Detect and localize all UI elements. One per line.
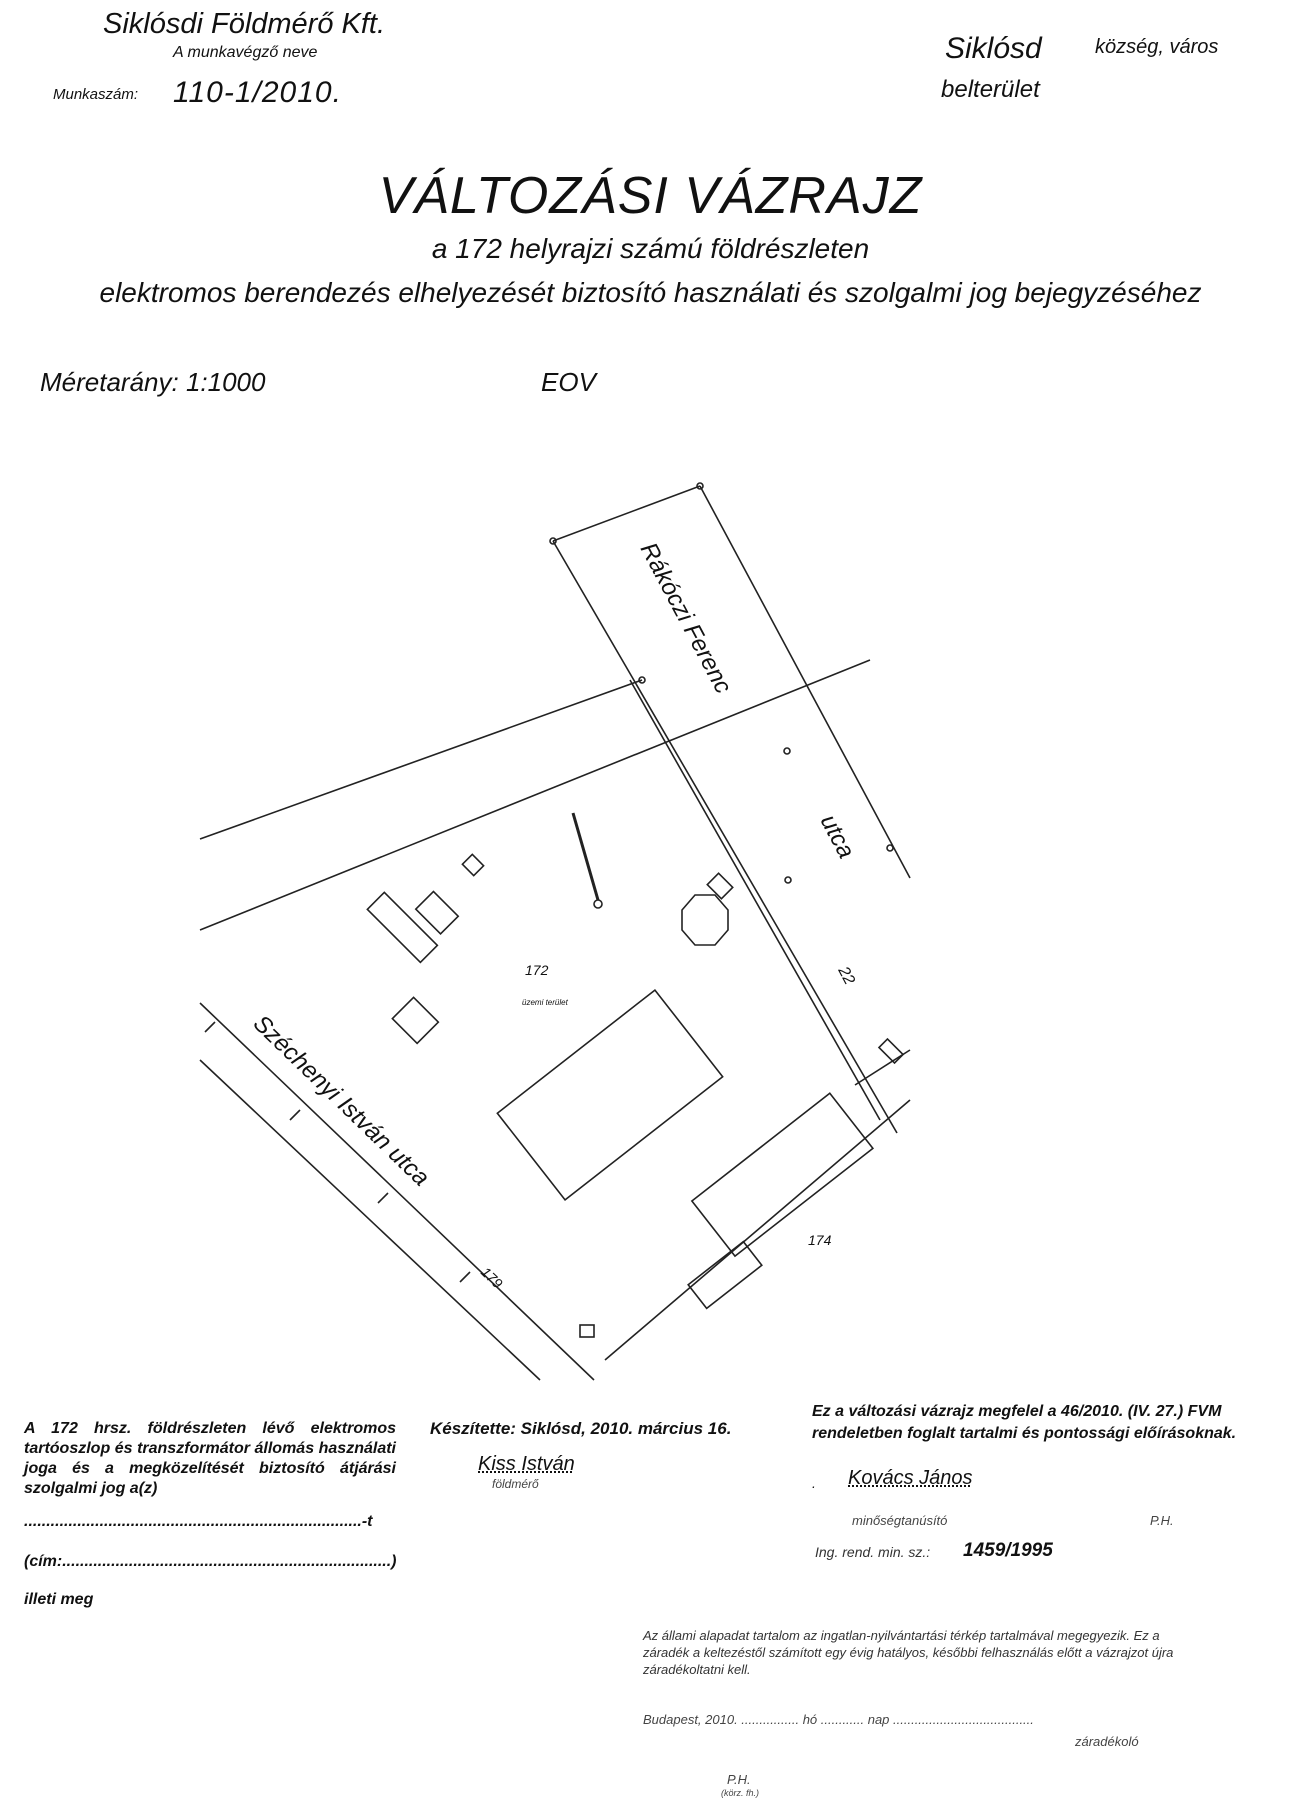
building-small-2 xyxy=(416,891,458,933)
clause-signer-title: záradékoló xyxy=(1075,1734,1139,1749)
certifier-signature: Kovács János xyxy=(848,1467,973,1489)
tick-3 xyxy=(378,1193,388,1203)
map-label-use: üzemi terület xyxy=(522,998,568,1007)
szechenyi-boundary-inner xyxy=(200,1060,540,1380)
company-caption: A munkavégző neve xyxy=(173,44,318,61)
transformer-octagon xyxy=(682,895,728,945)
job-number: 110-1/2010. xyxy=(173,76,342,109)
pole-wire xyxy=(573,813,598,900)
beneficiary-field: ............................................................................-t xyxy=(24,1513,373,1530)
stamp-placeholder: P.H. xyxy=(1150,1513,1174,1528)
projection-label: EOV xyxy=(541,367,596,397)
registration-number: 1459/1995 xyxy=(963,1540,1053,1561)
bottom-stamp-caption: (körz. fh.) xyxy=(721,1788,760,1798)
right-of-use-text: A 172 hrsz. földrészleten lévő elektromos tartóoszlop és transzformátor állomás használati joga és a megközelítését biztosító átjárási szolgalmi jog a(z) xyxy=(24,1420,396,1497)
certifier-mark: . xyxy=(812,1475,816,1491)
document-subtitle-1: a 172 helyrajzi számú földrészleten xyxy=(431,233,870,264)
utility-line xyxy=(200,660,870,930)
map-label-rakoczi: Rákóczi Ferenc xyxy=(634,538,737,699)
tick-1 xyxy=(205,1022,215,1032)
rakoczi-inner xyxy=(630,680,880,1120)
town-type: község, város xyxy=(1095,36,1219,58)
szechenyi-boundary-outer xyxy=(200,1003,594,1380)
job-number-label: Munkaszám: xyxy=(53,86,139,103)
clause-text: Az állami alapadat tartalom az ingatlan-nyilvántartási térkép tartalmával megegyezik. Ez a záradék a keltezéstől számított egy évig hatályos, későbbi felhasználás előtt a vázrajzot újra záradékoltatni kell. xyxy=(643,1628,1174,1677)
survey-point-6 xyxy=(887,845,893,851)
bottom-stamp-placeholder: P.H. xyxy=(727,1772,751,1787)
building-small-1 xyxy=(367,892,437,962)
town-name: Siklósd xyxy=(945,32,1042,65)
building-174-a xyxy=(692,1093,873,1256)
scale-label: Méretarány: 1:1000 xyxy=(40,367,266,397)
document-title: VÁLTOZÁSI VÁZRAJZ xyxy=(378,167,923,225)
rakoczi-top xyxy=(553,486,700,541)
building-174-b xyxy=(688,1242,762,1309)
registration-label: Ing. rend. min. sz.: xyxy=(815,1544,931,1560)
building-small-4 xyxy=(462,854,483,875)
certification-text: Ez a változási vázrajz megfelel a 46/2010. (IV. 27.) FVM rendeletben foglalt tartalmi és pontossági előírásoknak. xyxy=(812,1403,1237,1442)
certifier-title: minőségtanúsító xyxy=(852,1513,948,1528)
area-type: belterület xyxy=(941,76,1040,103)
map-label-rakoczi-utca: utca xyxy=(814,810,860,863)
surveyor-title: földmérő xyxy=(492,1477,539,1491)
parcel-south xyxy=(605,1100,910,1360)
building-corner-s xyxy=(580,1325,594,1337)
parcel-boundary-north xyxy=(200,680,642,839)
right-of-use-end: illeti meg xyxy=(24,1591,94,1608)
map-label-172: 172 xyxy=(525,962,549,978)
document-subtitle-2: elektromos berendezés elhelyezését biztosító használati és szolgalmi jog bejegyzéséhez xyxy=(99,277,1202,308)
surveyor-signature: Kiss István xyxy=(478,1453,575,1475)
survey-map xyxy=(0,420,1301,1400)
survey-point-4 xyxy=(784,748,790,754)
map-label-179: 179 xyxy=(477,1263,506,1292)
building-main xyxy=(497,990,722,1200)
map-label-22: 22 xyxy=(834,963,858,988)
pole-point xyxy=(594,900,602,908)
address-field: (cím:..........................................................................) xyxy=(24,1553,397,1570)
company-name: Siklósdi Földmérő Kft. xyxy=(103,8,386,40)
building-small-3 xyxy=(392,997,438,1043)
tick-2 xyxy=(290,1110,300,1120)
building-corner-ne xyxy=(879,1039,903,1063)
survey-point-5 xyxy=(785,877,791,883)
tick-4 xyxy=(460,1272,470,1282)
map-label-174: 174 xyxy=(808,1232,832,1248)
map-label-szechenyi: Széchenyi István utca xyxy=(247,1009,435,1192)
clause-date-line: Budapest, 2010. ................ hó ............ nap ....................................... xyxy=(643,1712,1034,1727)
prepared-by: Készítette: Siklósd, 2010. március 16. xyxy=(430,1419,732,1438)
